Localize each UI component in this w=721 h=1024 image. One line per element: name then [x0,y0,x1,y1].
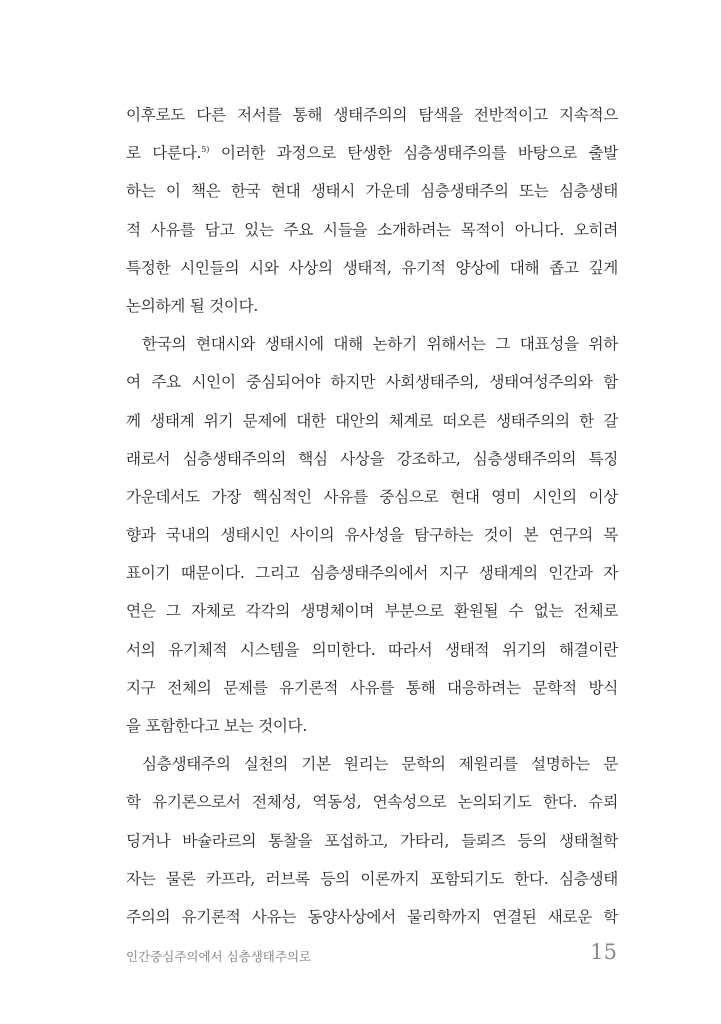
text-line: 한국의 현대시와 생태시에 대해 논하기 위해서는 그 대표성을 위하 [142,335,618,354]
text-line: 자는 물론 카프라, 러브록 등의 이론까지 포함되기도 한다. 심층생태 [126,869,618,888]
text-line: 가운데서도 가장 핵심적인 사유를 중심으로 현대 영미 시인의 이상 [126,487,618,506]
text-fragment: 로 다룬다. [126,144,202,163]
text-line: 을 포함한다고 보는 것이다. [126,717,308,735]
text-line: 향과 국내의 생태시인 사이의 유사성을 탐구하는 것이 본 연구의 목 [126,526,618,545]
text-line: 논의하게 될 것이다. [126,296,259,315]
text-line: 주의의 유기론적 사유는 동양사상에서 물리학까지 연결된 새로운 학 [126,907,618,926]
text-line: 특정한 시인들의 시와 사상의 생태적, 유기적 양상에 대해 좁고 깊게 [126,258,618,277]
running-title: 인간중심주의에서 심층생태주의로 [126,949,312,964]
text-line: 학 유기론으로서 전체성, 역동성, 연속성으로 논의되기도 한다. 슈뢰 [126,793,618,812]
text-line: 이후로도 다른 저서를 통해 생태주의의 탐색을 전반적이고 지속적으 [126,106,618,124]
text-line: 딩거나 바슐라르의 통찰을 포섭하고, 가타리, 들뢰즈 등의 생태철학 [126,831,618,850]
text-line: 서의 유기체적 시스템을 의미한다. 따라서 생태적 위기의 해결이란 [126,640,618,659]
body-text [126,96,618,936]
text-line: 하는 이 책은 한국 현대 생태시 가운데 심층생태주의 또는 심층생태 [126,182,618,201]
text-line: 심층생태주의 실천의 기본 원리는 문학의 제원리를 설명하는 문 [142,755,618,774]
text-line: 연은 그 자체로 각각의 생명체이며 부분으로 환원될 수 없는 전체로 [126,602,618,621]
text-line: 표이기 때문이다. 그리고 심층생태주의에서 지구 생태계의 인간과 자 [126,564,618,583]
text-line: 적 사유를 담고 있는 주요 시들을 소개하려는 목적이 아니다. 오히려 [126,220,618,239]
text-fragment: 이러한 과정으로 탄생한 심층생태주의를 바탕으로 출발 [209,144,618,163]
text-line: 께 생태계 위기 문제에 대한 대안의 체계로 떠오른 생태주의의 한 갈 [126,411,618,430]
text-line: 래로서 심층생태주의의 핵심 사상을 강조하고, 심층생태주의의 특징 [126,449,618,468]
text-line [126,134,618,172]
text-line: 지구 전체의 문제를 유기론적 사유를 통해 대응하려는 문학적 방식 [126,678,618,697]
page-number: 15 [590,940,617,964]
footnote-marker[interactable]: 5) [201,145,210,155]
text-line: 여 주요 시인이 중심되어야 하지만 사회생태주의, 생태여성주의와 함 [126,373,618,392]
